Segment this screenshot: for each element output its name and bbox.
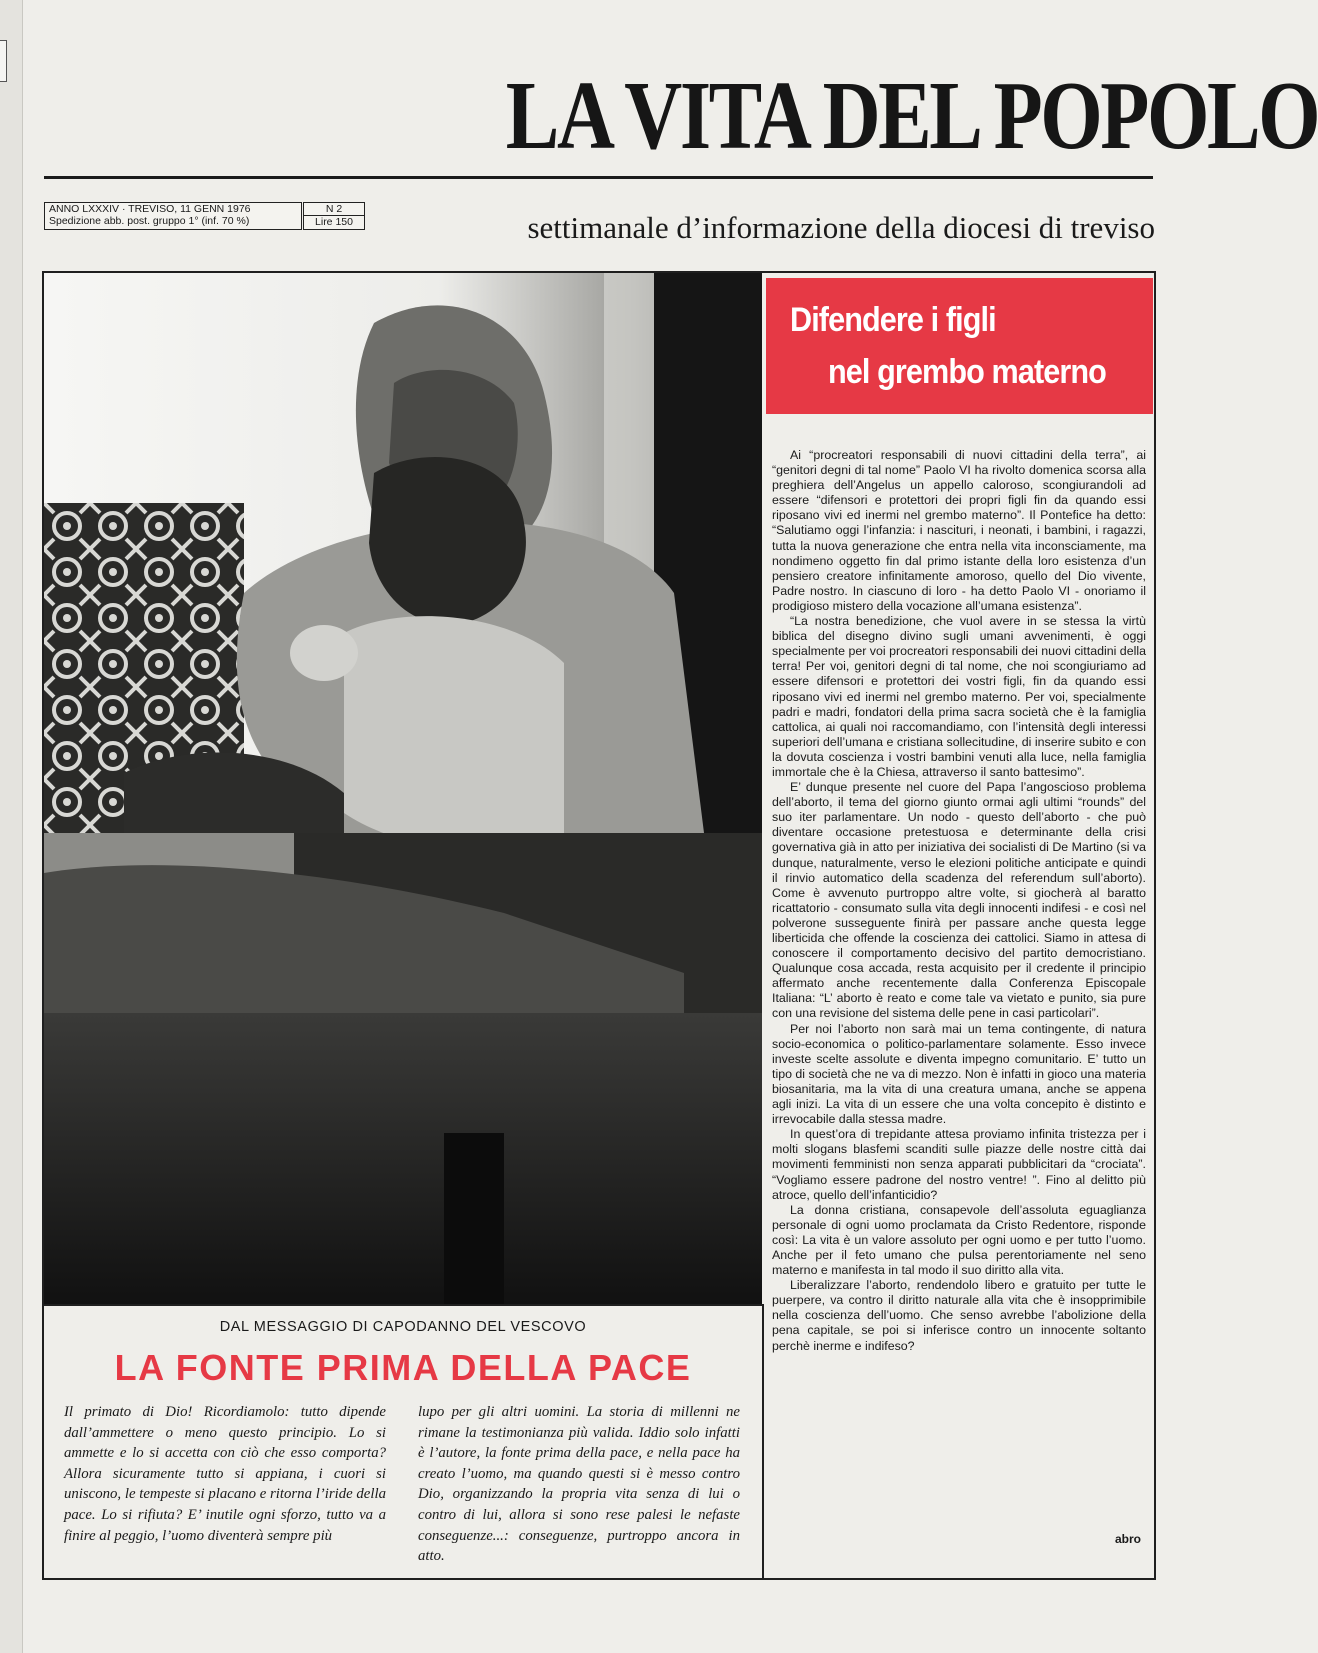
postal-line: Spedizione abb. post. gruppo 1° (inf. 70 %): [49, 215, 250, 227]
bishop-message-col1: Il primato di Dio! Ricordiamolo: tutto dipende dall’ammettere o meno questo principio. Lo si ammette e lo si accetta con ciò che esso comporta? Allora sicuramente tutto si appiana, i cuori si uniscono, le tempeste si placano e ritorna l’iride della pace. Lo si rifiuta? E’ inutile ogni sforzo, tutto va a finire al peggio, l’uomo diventerà sempre più: [64, 1404, 386, 1544]
bottom-section-rule: [44, 1304, 764, 1306]
article-paragraph: In quest’ora di trepidante attesa proviamo infinita tristezza per i molti slogans blasfemi scanditi sulle piazze delle nostre città dai movimenti femministi non senza apparati pubblicitari da “crociata”. “Vogliamo essere padrone del nostro ventre! ”. Fino al delitto più atroce, quello dell’infanticidio?: [772, 1127, 1146, 1202]
issue-info-box: [44, 202, 302, 230]
article-signature: abro: [1114, 1532, 1141, 1546]
bishop-message-col2: lupo per gli altri uomini. La storia di millenni ne rimane la testimonianza più valida. Iddio solo infatti è l’autore, la fonte prima della pace, e nella pace ha creato l’uomo, ma quando questi si è messo contro Dio, organizzando la propria vita senza di lui o contro di lui, allora si sono rese palesi le nefaste conseguenze...: conseguenze, purtroppo ancora in atto.: [418, 1404, 740, 1565]
article-paragraph: Per noi l’aborto non sarà mai un tema contingente, di natura socio-economica o politico-parlamentare solamente. Esso invece investe scelte assolute e diventa impegno comunitario. E’ tutto un tipo di società che ne va di mezzo. Non è infatti in gioco una materia biosanitaria, ma la vita di una creatura umana, anche se appena agli inizi. La vita di un essere che una volta concepito è distinto e irrevocabile dalla stessa madre.: [772, 1021, 1146, 1127]
masthead-rule: [44, 176, 1153, 179]
issue-number: N 2: [304, 203, 364, 216]
masthead-subtitle: settimanale d’informazione della diocesi di treviso: [527, 210, 1155, 245]
feature-headline-line2: nel grembo materno: [828, 353, 1106, 391]
page-edge: [0, 0, 23, 1653]
feature-headline-line1: Difendere i figli: [790, 301, 996, 339]
bottom-headline: LA FONTE PRIMA DELLA PACE: [114, 1347, 692, 1388]
mother-child-photo: [44, 273, 762, 1304]
binding-mark: [0, 40, 7, 82]
bottom-kicker: DAL MESSAGGIO DI CAPODANNO DEL VESCOVO: [219, 1319, 587, 1335]
article-paragraph: La donna cristiana, consapevole dell’assoluta eguaglianza personale di ogni uomo proclamata da Cristo Redentore, risponde così: La vita è un valore assoluto per ogni uomo e per tutto l’uomo. Anche per il feto umano che pulsa perentoriamente nel seno materno e manifesta in tal modo il suo diritto alla vita.: [772, 1202, 1146, 1278]
issue-number-box: [303, 202, 365, 230]
article-paragraph: E’ dunque presente nel cuore del Papa l’angoscioso problema dell’aborto, il tema del giorno giunto ormai agli ultimi “rounds” del suo iter parlamentare. Un nodo - questo dell’aborto - che può diventare occasione pretestuosa e determinante della crisi governativa già in atto per iniziativa dei socialisti di De Martino (si va dunque, naturalmente, verso le elezioni politiche anticipate e quindi il rinvio automatico della scadenza del referendum sull’aborto). Come è avvenuto purtroppo altre volte, si giocherà al baratto ricattatorio - consumato sulla vita degli innocenti indifesi - e così nel polverone susseguente finirà per passare anche questa legge liberticida che offende la coscienza dei cattolici. Siamo in attesa di conoscere il comportamento decisivo del partito democristiano. Qualunque cosa accada, resta acquisito per il credente il principio affermato anche recentemente dalla Conferenza Episcopale Italiana: “L’ aborto è reato e come tale va vietato e punito, sia pure con una revisione del sistema delle pene in casi particolari”.: [772, 780, 1146, 1021]
column-divider: [762, 1304, 764, 1580]
article-paragraph: Liberalizzare l’aborto, rendendolo libero e gratuito per tutte le puerpere, va contro il diritto naturale alla vita che è insopprimibile nella coscienza dell’uomo. Che senso avrebbe l’abolizione della pena capitale, se poi si inferisce contro un innocente soltanto perchè inerme e indifeso?: [772, 1278, 1146, 1353]
article-paragraph: Ai “procreatori responsabili di nuovi cittadini della terra”, ai “genitori degni di tal nome” Paolo VI ha rivolto domenica scorsa alla preghiera dell’Angelus un appello caloroso, scongiurandoli ad essere “difensori e protettori dei propri figli fin da quando essi riposano vivi ed inermi nel grembo materno”. Il Pontefice ha detto: “Salutiamo oggi l’infanzia: i nascituri, i neonati, i bambini, i ragazzi, tutta la nuova generazione che entra nella vita inconsciamente, ma nondimeno oggetto fin dal primo istante della loro esistenza d’un pensiero creatore infinitamente amoroso, quello del Dio vivente, Padre nostro. In ciascuno di loro - ha detto Paolo VI - onoriamo il prodigioso mistero della vocazione all’umana esistenza”.: [772, 448, 1146, 613]
feature-article: [772, 448, 1146, 1354]
article-paragraph: “La nostra benedizione, che vuol avere in se stessa la virtù biblica del disegno divino sugli umani avvenimenti, è oggi specialmente per voi procreatori responsabili dei nuovi cittadini della terra! Per voi, genitori degni di tal nome, che noi scongiuriamo ad essere difensori e protettori dei vostri figli, fin da quando essi riposano vivi ed inermi nel grembo materno. Per voi, specialmente padri e madri, fondatori della prima sacra società che è la famiglia cattolica, ai quali noi raccomandiamo, con l’intensità degli interessi superiori dell’umana e cristiana sollecitudine, di inserire subito e con la dovuta coscienza i vostri bambini venuti alla luce, nella famiglia immortale che è la Chiesa, attraverso il santo battesimo”.: [772, 614, 1146, 779]
feature-headline-box: [766, 278, 1153, 414]
issue-price: Lire 150: [315, 216, 353, 228]
issue-line: ANNO LXXXIV · TREVISO, 11 GENN 1976: [49, 203, 251, 215]
newspaper-masthead: LA VITA DEL POPOLO: [505, 62, 1318, 170]
